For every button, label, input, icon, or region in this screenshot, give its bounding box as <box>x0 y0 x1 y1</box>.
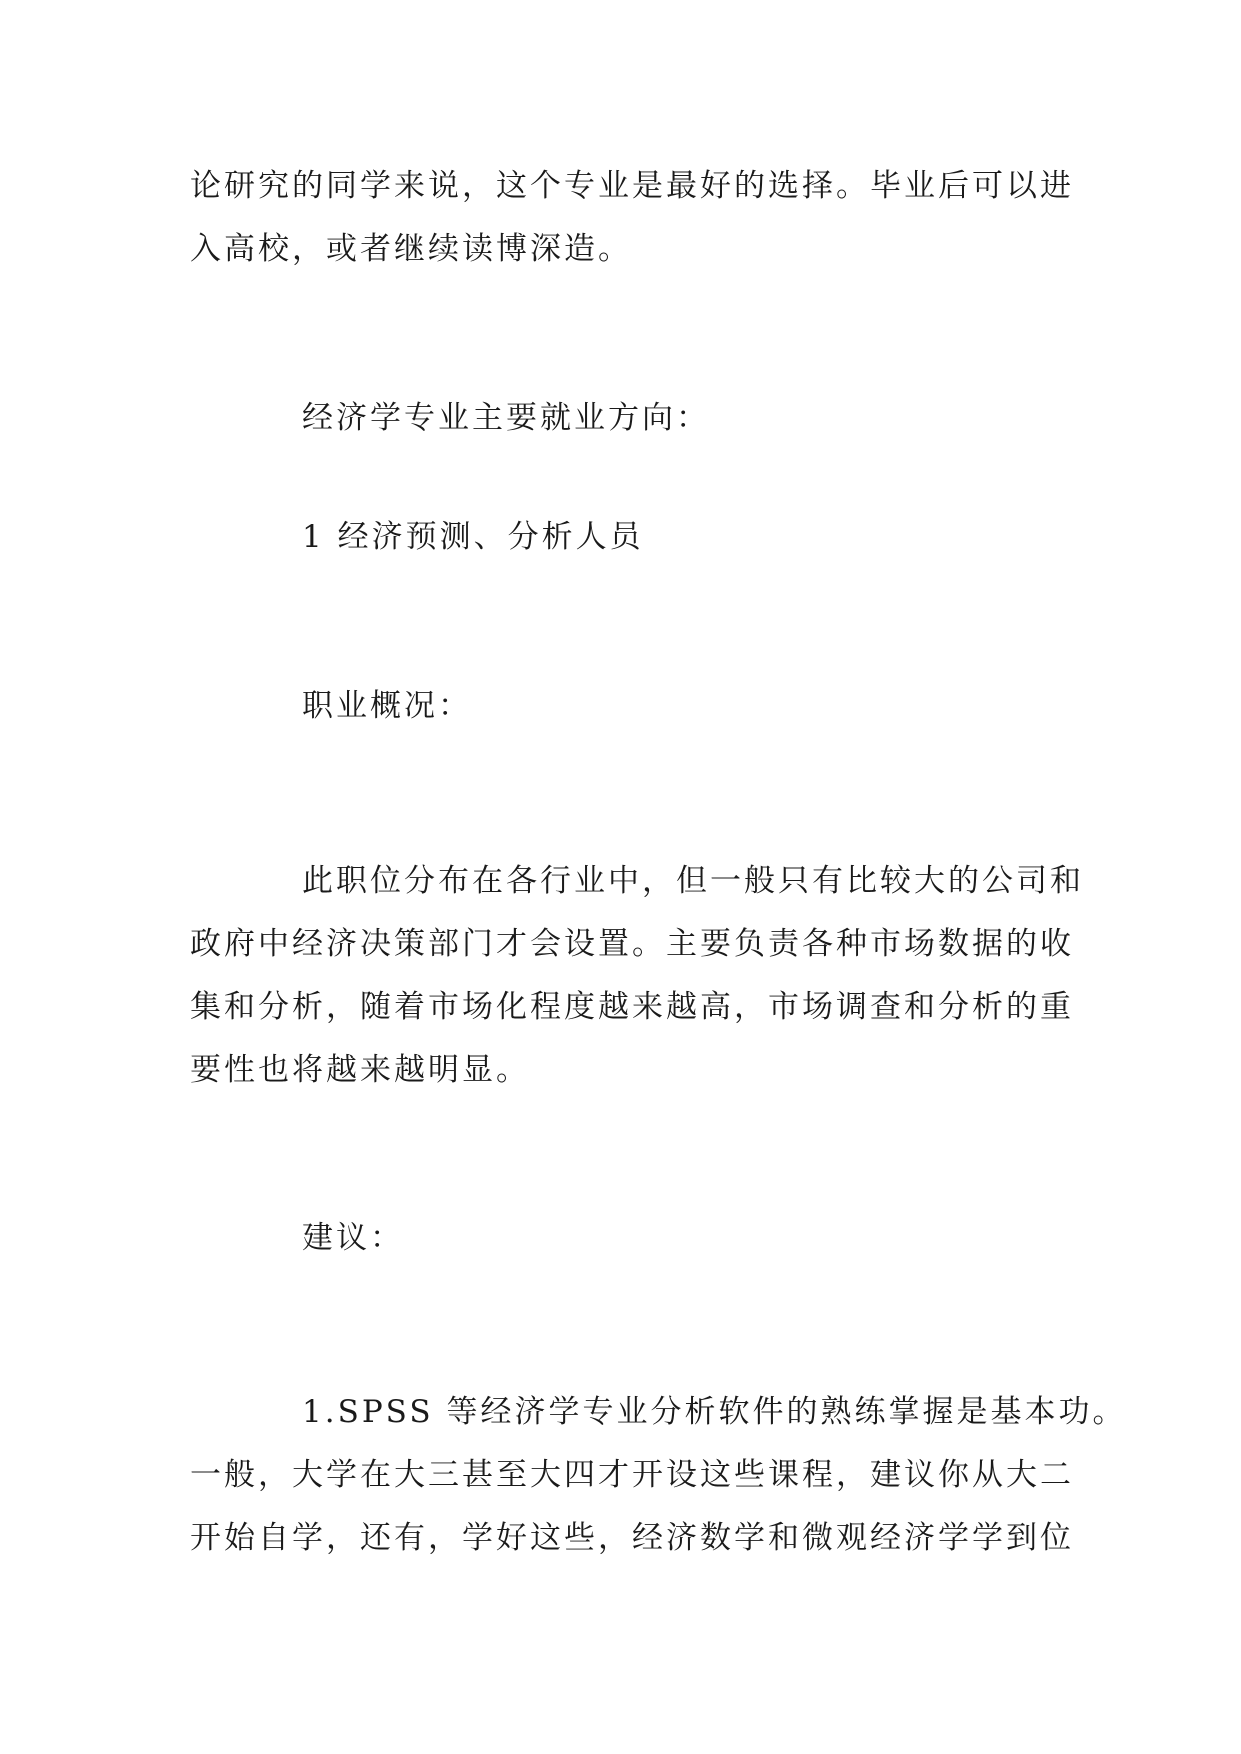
overview-line-1: 此职位分布在各行业中，但一般只有比较大的公司和 <box>302 863 1084 899</box>
item-1-title: 1 经济预测、分析人员 <box>302 519 644 555</box>
heading-career-overview: 职业概况： <box>302 688 472 724</box>
heading-employment-directions: 经济学专业主要就业方向： <box>302 400 710 436</box>
heading-advice: 建议： <box>302 1220 404 1256</box>
overview-line-2: 政府中经济决策部门才会设置。主要负责各种市场数据的收 <box>190 926 1074 962</box>
overview-line-4: 要性也将越来越明显。 <box>190 1052 530 1088</box>
overview-line-3: 集和分析，随着市场化程度越来越高，市场调查和分析的重 <box>190 989 1074 1025</box>
advice-line-2: 一般，大学在大三甚至大四才开设这些课程，建议你从大二 <box>190 1457 1074 1493</box>
advice-line-1: 1.SPSS 等经济学专业分析软件的熟练掌握是基本功。 <box>302 1394 1127 1430</box>
intro-line-1: 论研究的同学来说，这个专业是最好的选择。毕业后可以进 <box>190 168 1074 204</box>
intro-line-2: 入高校，或者继续读博深造。 <box>190 231 632 267</box>
advice-line-3: 开始自学，还有，学好这些，经济数学和微观经济学学到位 <box>190 1520 1074 1556</box>
